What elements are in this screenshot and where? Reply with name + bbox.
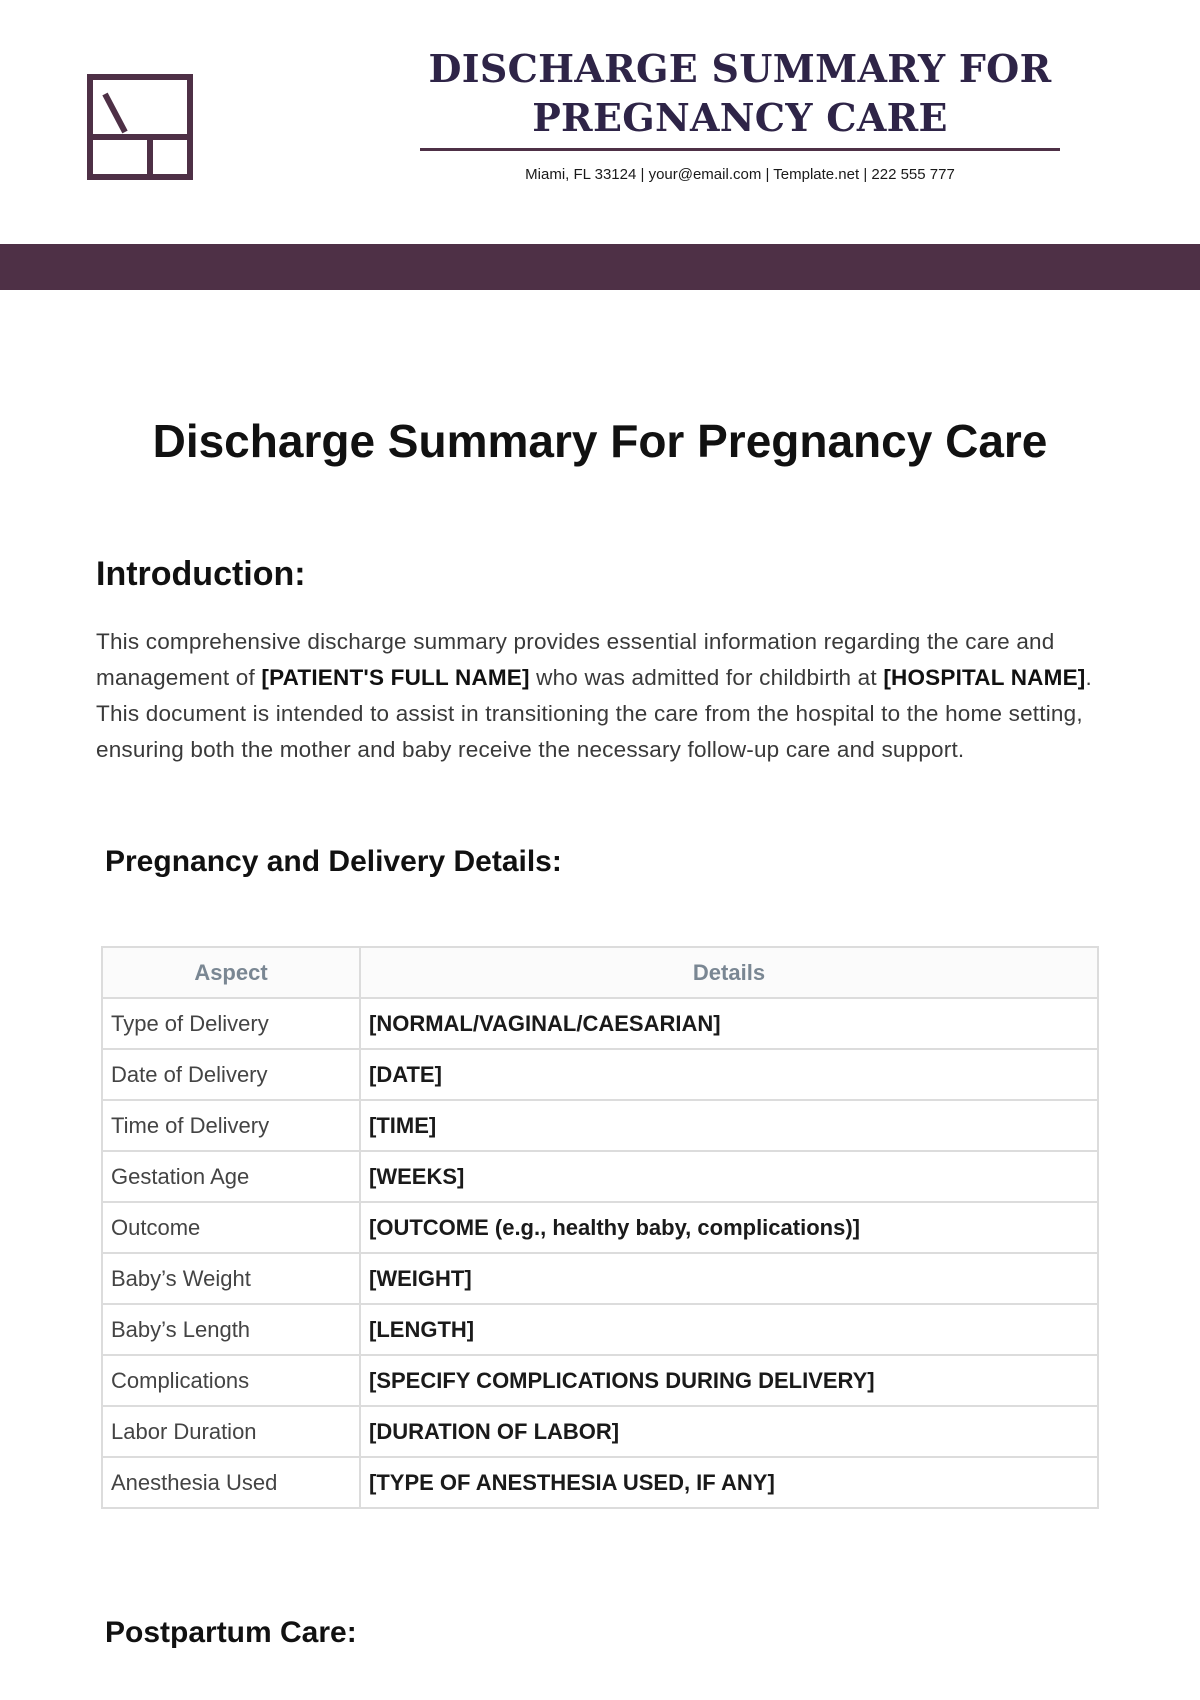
detail-cell: [DURATION OF LABOR] xyxy=(360,1406,1098,1457)
aspect-cell: Complications xyxy=(102,1355,360,1406)
detail-cell: [TYPE OF ANESTHESIA USED, IF ANY] xyxy=(360,1457,1098,1508)
table-header-row xyxy=(102,947,1098,998)
hospital-name-placeholder: [HOSPITAL NAME] xyxy=(883,665,1086,690)
aspect-cell: Anesthesia Used xyxy=(102,1457,360,1508)
aspect-cell: Outcome xyxy=(102,1202,360,1253)
table-row xyxy=(102,1151,1098,1202)
intro-text-2: who was admitted for childbirth at xyxy=(529,665,884,690)
header-divider xyxy=(420,148,1060,151)
postpartum-care-heading: Postpartum Care: xyxy=(105,1616,357,1649)
column-header-aspect: Aspect xyxy=(102,947,360,998)
aspect-cell: Labor Duration xyxy=(102,1406,360,1457)
table-row xyxy=(102,1253,1098,1304)
table-row xyxy=(102,1202,1098,1253)
intro-text-1: This comprehensive discharge summary provides essential information regarding the care and management of xyxy=(96,629,1055,690)
table-row xyxy=(102,998,1098,1049)
header-title-line-2: PREGNANCY CARE xyxy=(532,95,948,140)
header-accent-band xyxy=(0,244,1200,290)
table-row xyxy=(102,1457,1098,1508)
pregnancy-delivery-heading: Pregnancy and Delivery Details: xyxy=(105,845,562,878)
aspect-cell: Date of Delivery xyxy=(102,1049,360,1100)
table-row xyxy=(102,1304,1098,1355)
introduction-paragraph xyxy=(96,624,1096,768)
aspect-cell: Time of Delivery xyxy=(102,1100,360,1151)
table-row xyxy=(102,1355,1098,1406)
detail-cell: [LENGTH] xyxy=(360,1304,1098,1355)
patient-name-placeholder: [PATIENT'S FULL NAME] xyxy=(261,665,530,690)
table-row xyxy=(102,1049,1098,1100)
aspect-cell: Type of Delivery xyxy=(102,998,360,1049)
detail-cell: [OUTCOME (e.g., healthy baby, complications)] xyxy=(360,1202,1098,1253)
header-contact-info: Miami, FL 33124 | your@email.com | Template.net | 222 555 777 xyxy=(525,166,955,183)
pregnancy-details-table xyxy=(101,946,1099,1509)
table-row xyxy=(102,1406,1098,1457)
intro-text-3: . This document is intended to assist in transitioning the care from the hospital to the home setting, ensuring both the mother and baby receive the necessary follow-up care and support. xyxy=(96,665,1092,762)
aspect-cell: Baby’s Length xyxy=(102,1304,360,1355)
detail-cell: [NORMAL/VAGINAL/CAESARIAN] xyxy=(360,998,1098,1049)
column-header-details: Details xyxy=(360,947,1098,998)
aspect-cell: Gestation Age xyxy=(102,1151,360,1202)
introduction-heading: Introduction: xyxy=(96,555,306,593)
detail-cell: [WEIGHT] xyxy=(360,1253,1098,1304)
aspect-cell: Baby’s Weight xyxy=(102,1253,360,1304)
table-row xyxy=(102,1100,1098,1151)
detail-cell: [DATE] xyxy=(360,1049,1098,1100)
header-title-line-1: DISCHARGE SUMMARY FOR xyxy=(428,46,1052,91)
detail-cell: [TIME] xyxy=(360,1100,1098,1151)
detail-cell: [SPECIFY COMPLICATIONS DURING DELIVERY] xyxy=(360,1355,1098,1406)
window-pane-logo-icon xyxy=(87,74,193,180)
document-title: Discharge Summary For Pregnancy Care xyxy=(152,415,1048,467)
header-title xyxy=(420,44,1060,142)
detail-cell: [WEEKS] xyxy=(360,1151,1098,1202)
